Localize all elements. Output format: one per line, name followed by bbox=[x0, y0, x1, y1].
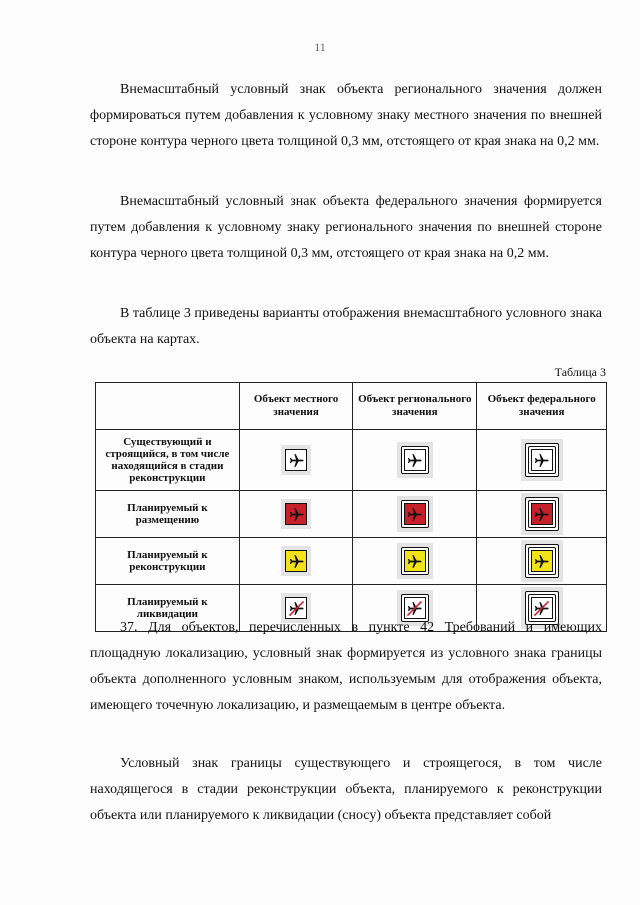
sign-frame-federal bbox=[525, 497, 559, 531]
sign-halo bbox=[397, 442, 433, 478]
airplane-icon bbox=[406, 506, 423, 523]
header-local: Объект местного значения bbox=[239, 383, 353, 430]
row-label: Планируемый к размещению bbox=[96, 491, 240, 538]
sign-halo bbox=[397, 496, 433, 532]
sign-frame-regional bbox=[401, 446, 429, 474]
sign-cell-regional bbox=[353, 538, 477, 585]
page-number: 11 bbox=[314, 40, 326, 54]
paragraph-item-37: 37. Для объектов, перечисленных в пункте 42 Требований и имеющих площадную локализацию, условный знак формируется из условного знака границы объекта дополненного условным знаком, используемым для отображения объекта, имеющего точечную локализацию, и размещаемым в центре объекта. bbox=[90, 620, 602, 713]
sign-cell-federal bbox=[477, 538, 607, 585]
sign-halo bbox=[397, 543, 433, 579]
header-empty bbox=[96, 383, 240, 430]
sign-cell-local bbox=[239, 538, 353, 585]
sign-frame-regional bbox=[528, 547, 556, 575]
airplane-icon bbox=[288, 553, 305, 570]
airplane-icon bbox=[288, 452, 305, 469]
sign-core bbox=[404, 550, 426, 572]
airplane-icon bbox=[288, 600, 305, 617]
sign-halo bbox=[521, 493, 563, 535]
sign-core bbox=[285, 449, 307, 471]
sign-core bbox=[285, 550, 307, 572]
sign-halo bbox=[281, 546, 311, 576]
airplane-icon bbox=[406, 452, 423, 469]
sign-cell-local bbox=[239, 430, 353, 491]
row-label: Планируемый к ликвидации bbox=[96, 585, 240, 632]
sign-core bbox=[285, 503, 307, 525]
airplane-icon bbox=[533, 452, 550, 469]
sign-cell-federal bbox=[477, 491, 607, 538]
sign-frame-federal bbox=[525, 443, 559, 477]
airplane-icon bbox=[533, 553, 550, 570]
header-federal: Объект федерального значения bbox=[477, 383, 607, 430]
sign-cell-federal bbox=[477, 430, 607, 491]
signs-table bbox=[95, 382, 607, 632]
sign-cell-regional bbox=[353, 430, 477, 491]
sign-core bbox=[404, 503, 426, 525]
sign-frame-regional bbox=[528, 446, 556, 474]
sign-cell-regional bbox=[353, 491, 477, 538]
airplane-icon bbox=[288, 506, 305, 523]
sign-halo bbox=[281, 499, 311, 529]
airplane-icon bbox=[533, 600, 550, 617]
paragraph-regional-sign: Внемасштабный условный знак объекта регионального значения должен формироваться путем добавления к условному знаку местного значения по внешней стороне контура черного цвета толщиной 0,3 мм, отстоящего от края знака на 0,2 мм. bbox=[90, 82, 602, 149]
sign-core bbox=[531, 550, 553, 572]
table-header-row bbox=[96, 383, 607, 430]
paragraph-table-intro: В таблице 3 приведены варианты отображения внемасштабного условного знака объекта на картах. bbox=[90, 306, 602, 347]
paragraph-federal-sign: Внемасштабный условный знак объекта федерального значения формируется путем добавления к условному знаку регионального значения по внешней стороне контура черного цвета толщиной 0,3 мм, отстоящего от края знака на 0,2 мм. bbox=[90, 194, 602, 261]
sign-frame-federal bbox=[525, 544, 559, 578]
sign-core bbox=[404, 449, 426, 471]
sign-halo bbox=[281, 445, 311, 475]
table-row-planned-reconstruction bbox=[96, 538, 607, 585]
sign-core bbox=[531, 449, 553, 471]
sign-frame-regional bbox=[401, 500, 429, 528]
sign-core bbox=[531, 503, 553, 525]
airplane-icon bbox=[533, 506, 550, 523]
table-row-planned-placement bbox=[96, 491, 607, 538]
row-label: Существующий и строящийся, в том числе находящийся в стадии реконструкции bbox=[96, 430, 240, 491]
paragraph-boundary-sign: Условный знак границы существующего и строящегося, в том числе находящегося в стадии реконструкции объекта, планируемого к реконструкции объекта или планируемого к ликвидации (сносу) объекта представляет собой bbox=[90, 756, 602, 823]
sign-frame-regional bbox=[528, 500, 556, 528]
airplane-icon bbox=[406, 600, 423, 617]
table-caption: Таблица 3 bbox=[554, 365, 606, 379]
sign-cell-local bbox=[239, 491, 353, 538]
header-regional: Объект регионального значения bbox=[353, 383, 477, 430]
sign-halo bbox=[521, 540, 563, 582]
sign-frame-regional bbox=[401, 547, 429, 575]
airplane-icon bbox=[406, 553, 423, 570]
sign-halo bbox=[521, 439, 563, 481]
table-row-existing bbox=[96, 430, 607, 491]
row-label: Планируемый к реконструкции bbox=[96, 538, 240, 585]
